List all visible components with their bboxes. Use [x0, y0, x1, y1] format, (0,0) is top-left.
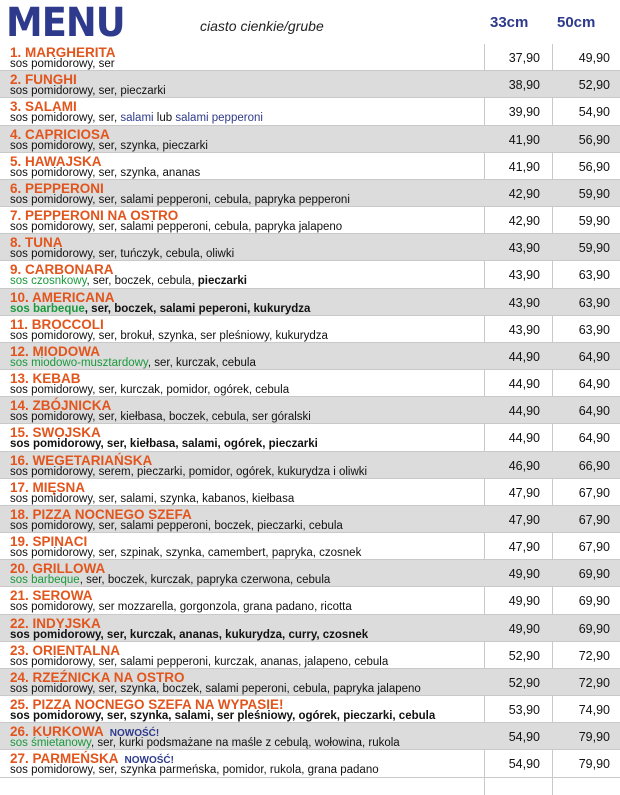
price-33cm: 47,90: [508, 512, 540, 527]
price-50cm: 72,90: [578, 648, 610, 663]
ingredient-segment: sos pomidorowy, ser, salami, szynka, kabanos, kiełbasa: [10, 492, 295, 505]
pizza-name-text: 21. SEROWA: [10, 588, 93, 604]
pizza-ingredients: [10, 167, 200, 179]
menu-row: [0, 343, 620, 370]
price-33cm: 49,90: [508, 594, 540, 609]
price-50cm: 59,90: [578, 214, 610, 229]
price-50cm: 64,90: [578, 349, 610, 364]
menu-row: [0, 98, 620, 125]
price-50cm: 64,90: [578, 431, 610, 446]
price-33cm: 42,90: [508, 186, 540, 201]
price-50cm: 66,90: [578, 458, 610, 473]
pizza-name-text: 17. MIĘSNA: [10, 479, 86, 495]
price-33cm: 38,90: [508, 78, 540, 93]
menu-row: [0, 750, 620, 777]
pizza-ingredients: [10, 112, 263, 124]
menu-row: [0, 587, 620, 614]
ingredient-segment: sos pomidorowy, ser, szynka, pieczarki: [10, 139, 208, 152]
ingredient-segment: , ser, boczek, cebula,: [86, 275, 198, 288]
price-50cm: 67,90: [578, 540, 610, 555]
pizza-name-text: 13. KEBAB: [10, 371, 81, 387]
ingredient-segment: sos pomidorowy, ser, szynka, ananas: [10, 166, 201, 179]
pizza-ingredients: [10, 248, 234, 260]
pizza-name-text: 16. WEGETARIAŃSKA: [10, 452, 153, 468]
size-header-33: 33cm: [490, 14, 529, 31]
menu-row: [0, 560, 620, 587]
price-50cm: 72,90: [578, 675, 610, 690]
price-50cm: 69,90: [578, 594, 610, 609]
price-50cm: 74,90: [578, 703, 610, 718]
price-33cm: 43,90: [508, 241, 540, 256]
price-50cm: 79,90: [578, 730, 610, 745]
new-badge: NOWOŚĆ!: [124, 755, 174, 767]
menu-row: [0, 642, 620, 669]
price-50cm: 54,90: [578, 105, 610, 120]
menu-row: [0, 370, 620, 397]
pizza-ingredients: [10, 221, 342, 233]
ingredient-segment: sos pomidorowy, ser, salami pepperoni, cebula, papryka pepperoni: [10, 193, 350, 206]
menu-row: [0, 696, 620, 723]
price-33cm: 54,90: [508, 730, 540, 745]
pizza-ingredients: [10, 656, 388, 668]
price-33cm: 39,90: [508, 105, 540, 120]
ingredient-segment: sos pomidorowy, ser, salami pepperoni, boczek, pieczarki, cebula: [10, 519, 343, 532]
price-50cm: 63,90: [578, 295, 610, 310]
ingredient-segment: sos pomidorowy, ser, kiełbasa, boczek, cebula, ser góralski: [10, 411, 311, 424]
ingredient-segment: sos pomidorowy, ser, kurczak, ananas, kukurydza, curry, czosnek: [10, 628, 369, 641]
menu-row: [0, 153, 620, 180]
pizza-name-text: 9. CARBONARA: [10, 262, 114, 278]
price-50cm: 56,90: [578, 159, 610, 174]
pizza-ingredients: [10, 629, 368, 641]
menu-row: [0, 180, 620, 207]
price-50cm: 64,90: [578, 404, 610, 419]
ingredient-segment: sos pomidorowy, ser, salami pepperoni, cebula, papryka jalapeno: [10, 221, 343, 234]
menu-row: [0, 44, 620, 71]
menu-row: [0, 261, 620, 288]
pizza-ingredients: [10, 683, 421, 695]
ingredient-segment: , ser, kurczak, cebula: [147, 356, 256, 369]
pizza-name-text: 8. TUNA: [10, 235, 63, 251]
pizza-name-text: 5. HAWAJSKA: [10, 153, 102, 169]
price-33cm: 49,90: [508, 621, 540, 636]
menu-row: [0, 615, 620, 642]
pizza-name-text: 2. FUNGHI: [10, 72, 77, 88]
ingredient-segment: pieczarki: [197, 275, 247, 288]
ingredient-segment: sos pomidorowy, serem, pieczarki, pomidor, ogórek, kukurydza i oliwki: [10, 465, 368, 478]
pizza-name-text: 1. MARGHERITA: [10, 45, 116, 60]
price-33cm: 42,90: [508, 214, 540, 229]
ingredient-segment: sos pomidorowy, ser mozzarella, gorgonzola, grana padano, ricotta: [10, 601, 352, 614]
price-33cm: 53,90: [508, 703, 540, 718]
ingredient-segment: , ser, boczek, kurczak, papryka czerwona, cebula: [79, 574, 331, 587]
pizza-ingredients: [10, 466, 367, 478]
pizza-ingredients: [10, 140, 208, 152]
pizza-name-text: 4. CAPRICIOSA: [10, 126, 110, 142]
size-header-50: 50cm: [557, 14, 596, 31]
menu-row: [0, 71, 620, 98]
price-50cm: 64,90: [578, 377, 610, 392]
price-50cm: 79,90: [578, 757, 610, 772]
pizza-ingredients: [10, 601, 352, 613]
pizza-name-text: 27. PARMEŃSKA: [10, 751, 119, 767]
new-badge: NOWOŚĆ!: [109, 728, 160, 740]
pizza-name-text: 22. INDYJSKA: [10, 615, 101, 631]
pizza-name-text: 15. SWOJSKA: [10, 425, 101, 441]
menu-row: [0, 723, 620, 750]
pizza-ingredients: [10, 411, 311, 423]
price-33cm: 54,90: [508, 757, 540, 772]
price-33cm: 41,90: [508, 132, 540, 147]
menu-header: [0, 0, 620, 44]
price-33cm: 43,90: [508, 268, 540, 283]
menu-row: [0, 669, 620, 696]
ingredient-segment: sos pomidorowy, ser,: [10, 112, 121, 125]
pizza-name-text: 18. PIZZA NOCNEGO SZEFA: [10, 506, 192, 522]
ingredient-segment: sos pomidorowy, ser, kurczak, pomidor, ogórek, cebula: [10, 384, 290, 397]
pizza-name-text: 14. ZBÓJNICKA: [10, 398, 112, 414]
ingredient-segment: sos pomidorowy, ser, szpinak, szynka, camembert, papryka, czosnek: [10, 547, 362, 560]
price-33cm: 44,90: [508, 431, 540, 446]
price-33cm: 44,90: [508, 404, 540, 419]
price-50cm: 56,90: [578, 132, 610, 147]
pizza-name-text: 20. GRILLOWA: [10, 561, 106, 577]
ingredient-segment: sos pomidorowy, ser, kiełbasa, salami, ogórek, pieczarki: [10, 438, 318, 451]
ingredient-segment: sos czosnkowy: [10, 275, 87, 288]
pizza-name-text: 12. MIODOWA: [10, 343, 101, 359]
menu-row: [0, 289, 620, 316]
pizza-ingredients: [10, 58, 115, 70]
ingredient-segment: sos pomidorowy, ser, brokuł, szynka, ser pleśniowy, kukurydza: [10, 329, 328, 342]
price-50cm: 69,90: [578, 621, 610, 636]
menu-row: [0, 397, 620, 424]
ingredient-segment: sos pomidorowy, ser, szynka parmeńska, pomidor, rukola, grana padano: [10, 764, 379, 777]
pizza-ingredients: [10, 574, 330, 586]
menu-row: [0, 452, 620, 479]
ingredient-segment: salami pepperoni: [175, 112, 263, 125]
price-33cm: 47,90: [508, 540, 540, 555]
price-50cm: 69,90: [578, 567, 610, 582]
pizza-ingredients: [10, 384, 289, 396]
ingredient-segment: lub: [153, 112, 176, 125]
pizza-ingredients: [10, 357, 256, 369]
ingredient-segment: , ser, kurki podsmażane na maśle z cebulą, wołowina, rukola: [90, 737, 400, 750]
price-50cm: 67,90: [578, 485, 610, 500]
ingredient-segment: sos pomidorowy, ser, tuńczyk, cebula, oliwki: [10, 248, 235, 261]
ingredient-segment: sos śmietanowy: [10, 737, 91, 750]
price-50cm: 63,90: [578, 322, 610, 337]
price-50cm: 59,90: [578, 241, 610, 256]
pizza-ingredients: [10, 764, 379, 776]
price-33cm: 43,90: [508, 295, 540, 310]
menu-title: MENU: [6, 0, 125, 46]
menu-row: [0, 126, 620, 153]
pizza-ingredients: [10, 710, 435, 722]
pizza-ingredients: [10, 438, 318, 450]
ingredient-segment: sos pomidorowy, ser, szynka, boczek, salami peperoni, cebula, papryka jalapeno: [10, 682, 421, 695]
ingredient-segment: sos pomidorowy, ser, pieczarki: [10, 85, 166, 98]
pizza-name-text: 25. PIZZA NOCNEGO SZEFA NA WYPASIE!: [10, 697, 284, 713]
pizza-ingredients: [10, 194, 350, 206]
price-33cm: 43,90: [508, 322, 540, 337]
pizza-name-text: 19. SPINACI: [10, 534, 88, 550]
menu-row: [0, 234, 620, 261]
price-33cm: 37,90: [508, 51, 540, 65]
menu-row: [0, 506, 620, 533]
pizza-name-text: 6. PEPPERONI: [10, 180, 104, 196]
pizza-name-text: 11. BROCCOLI: [10, 316, 104, 332]
price-33cm: 52,90: [508, 648, 540, 663]
menu-row: [0, 316, 620, 343]
pizza-name-text: 24. RZEŹNICKA NA OSTRO: [10, 669, 185, 685]
menu-row: [0, 207, 620, 234]
pizza-name-text: 26. KURKOWA: [10, 724, 104, 740]
pizza-name-text: 10. AMERICANA: [10, 289, 115, 305]
ingredient-segment: sos pomidorowy, ser, szynka, salami, ser pleśniowy, ogórek, pieczarki, cebula: [10, 710, 436, 723]
pizza-ingredients: [10, 85, 166, 97]
price-50cm: 59,90: [578, 186, 610, 201]
price-33cm: 44,90: [508, 349, 540, 364]
ingredient-segment: sos barbeque: [10, 574, 80, 587]
menu-row: [0, 533, 620, 560]
price-33cm: 49,90: [508, 567, 540, 582]
menu-row: [0, 424, 620, 451]
ingredient-segment: salami: [120, 112, 154, 125]
ingredient-segment: sos pomidorowy, ser: [10, 58, 115, 70]
pizza-ingredients: [10, 547, 361, 559]
dough-subtitle: ciasto cienkie/grube: [200, 18, 324, 34]
price-50cm: 67,90: [578, 512, 610, 527]
pizza-name-text: 23. ORIENTALNA: [10, 642, 121, 658]
price-33cm: 41,90: [508, 159, 540, 174]
ingredient-segment: sos miodowo-musztardowy: [10, 356, 148, 369]
pizza-ingredients: [10, 737, 400, 749]
ingredient-segment: sos barbeque: [10, 302, 85, 315]
pizza-ingredients: [10, 275, 247, 287]
price-50cm: 63,90: [578, 268, 610, 283]
pizza-ingredients: [10, 330, 328, 342]
ingredient-segment: sos pomidorowy, ser, salami pepperoni, kurczak, ananas, jalapeno, cebula: [10, 655, 389, 668]
price-33cm: 44,90: [508, 377, 540, 392]
price-50cm: 52,90: [578, 78, 610, 93]
pizza-ingredients: [10, 520, 343, 532]
price-50cm: 49,90: [578, 51, 610, 65]
price-33cm: 47,90: [508, 485, 540, 500]
pizza-list: [0, 44, 620, 778]
pizza-ingredients: [10, 493, 294, 505]
pizza-name-text: 7. PEPPERONI NA OSTRO: [10, 208, 179, 224]
price-33cm: 52,90: [508, 675, 540, 690]
pizza-name-text: 3. SALAMI: [10, 99, 77, 115]
ingredient-segment: , ser, boczek, salami peperoni, kukurydza: [84, 302, 311, 315]
menu-row: [0, 479, 620, 506]
price-33cm: 46,90: [508, 458, 540, 473]
pizza-ingredients: [10, 303, 310, 315]
